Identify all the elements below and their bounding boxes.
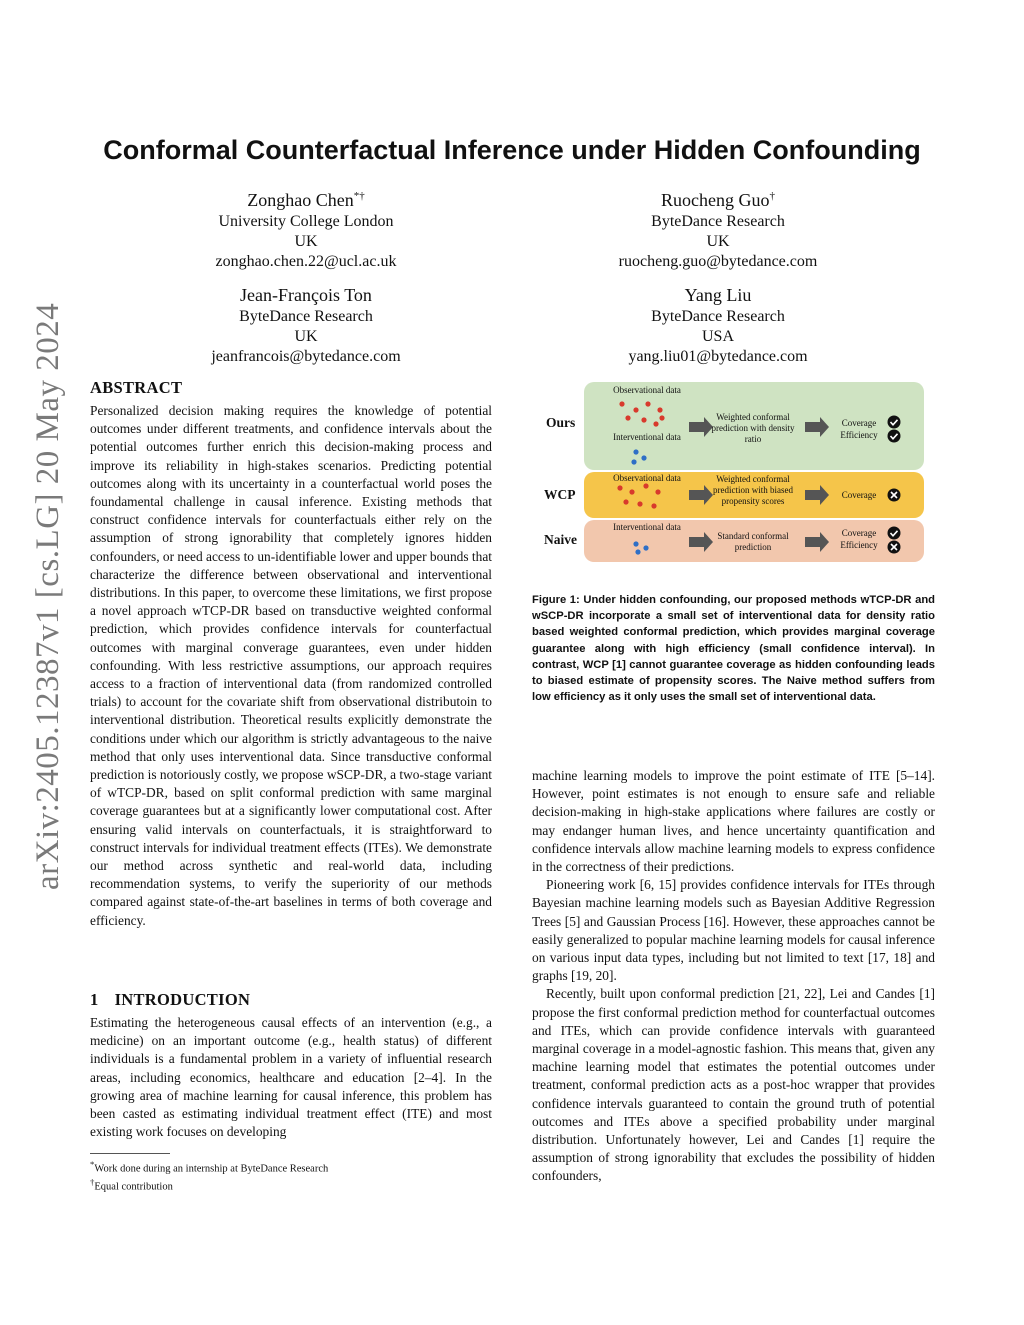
- author-block-4: [558, 283, 878, 367]
- naive-process-label: Standard conformal prediction: [717, 531, 789, 552]
- abstract-text: Personalized decision making requires the knowledge of potential outcomes under different treatments, and confidence intervals about the potential outcomes further enrich this decision-making process and improve its reliability in high-stakes scenarios. Predicting potential outcomes along with its uncertainty in a counterfactual world poses the foundamental challenge in causal inference. Existing methods that construct confidence intervals for counterfactuals either rely on the assumption of strong ignorability that completely ignores hidden confounders, or need access to un-identifiable lower and upper bounds that characterize the difference between observational and interventional distributions. In this paper, to overcome these limitations, we first propose a novel approach wTCP-DR based on transductive weighted conformal prediction, which provides confidence intervals for counterfactual outcomes with marginal converage guarantees, even under hidden confounding. With less restrictive assumptions, our approach requires access to a fraction of interventional data (from randomized controlled trials) to account for the covariate shift from observational distributoin to interventional distribution. Theoretical results explicitly demonstrate the conditions under which our algorithm is strictly advantageous to the naive method that only uses interventional data. Since transductive conformal prediction is notoriously costly, we propose wSCP-DR, a two-stage variant of wTCP-DR, based on split conformal prediction with same marginal coverage guarantees but at a significantly lower computational cost. After ensuring valid intervals on counterfactuals, it is straightforward to construct intervals for individual treatment effects (ITEs). We demonstrate our method across synthetic and real-world data, including recommendation systems, to verify the superiority of our methods compared against state-of-the-art baselines in terms of both coverage and efficiency.: [90, 403, 492, 928]
- naive-coverage-label: Coverage: [841, 528, 877, 538]
- author-name: Ruocheng Guo: [661, 190, 770, 210]
- ours-coverage-check-icon: [888, 416, 901, 429]
- ours-efficiency-check-icon: [888, 430, 901, 443]
- author-country: UK: [706, 233, 730, 250]
- author-country: UK: [294, 233, 318, 250]
- author-email[interactable]: zonghao.chen.22@ucl.ac.uk: [215, 253, 397, 270]
- paragraph: machine learning models to improve the point estimate of ITE [5–14]. However, point estimates is not enough to ensure safe and reliable decision-making in high-stake applications where failures are costly or may endanger human lives, and hence uncertainty quantification and confidence intervals allow machine learning models to express confidence in the correctness of their predictions.: [532, 768, 935, 875]
- wcp-observational-label: Observational data: [613, 473, 681, 483]
- author-name: Yang Liu: [684, 285, 752, 305]
- author-block-1: [146, 184, 466, 272]
- arxiv-identifier: arXiv:2405.12387v1 [cs.LG] 20 May 2024: [30, 302, 66, 890]
- right-column-text: [532, 767, 935, 1186]
- wcp-process-label: Weighted conformal prediction with biased propensity scores: [713, 474, 793, 506]
- abstract-heading: ABSTRACT: [90, 378, 183, 397]
- author-name: Jean-François Ton: [240, 285, 372, 305]
- footnote-rule: [90, 1153, 170, 1154]
- figure-1: [532, 380, 935, 570]
- footnotes: [90, 1158, 492, 1193]
- ours-efficiency-label: Efficiency: [840, 430, 878, 440]
- ours-process-label: Weighted conformal prediction with density ratio: [711, 412, 795, 444]
- wcp-row-label: WCP: [544, 487, 576, 502]
- naive-efficiency-cross-icon: [888, 541, 901, 554]
- ours-row-label: Ours: [546, 415, 576, 430]
- author-country: UK: [294, 328, 318, 345]
- paragraph: Recently, built upon conformal prediction [21, 22], Lei and Candes [1] propose the first conformal prediction method for counterfactual outcomes and ITEs, which can provide confidence intervals with guaranteed marginal coverage in a model-agnostic fashion. This means that, given any machine learning model that estimates the potential outcomes under treatment, conformal prediction acts as a post-hoc wrapper that provides confidence intervals guaranteed to contain the ground truth of potential outcomes and ITEs above a specified probability under marginal distribution. Unfortunately however, Lei and Candes [1] require the assumption of strong ignorability that excludes the possibility of hidden confounders,: [532, 986, 935, 1184]
- introduction-heading: INTRODUCTION: [114, 990, 251, 1009]
- author-country: USA: [701, 328, 734, 345]
- paper-title: Conformal Counterfactual Inference under Hidden Confounding: [103, 135, 921, 165]
- ours-interventional-label: Interventional data: [613, 432, 681, 442]
- author-email[interactable]: yang.liu01@bytedance.com: [628, 348, 808, 365]
- naive-coverage-check-icon: [888, 527, 901, 540]
- ours-coverage-label: Coverage: [841, 418, 877, 428]
- footnote-mark: †: [90, 1176, 95, 1187]
- naive-row-label: Naive: [544, 532, 577, 547]
- author-block-3: [146, 283, 466, 367]
- footnote-mark: *: [90, 1159, 95, 1169]
- footnote-text: Equal contribution: [94, 1181, 173, 1192]
- wcp-coverage-cross-icon: [888, 489, 901, 502]
- author-mark: *†: [353, 190, 365, 202]
- wcp-coverage-label: Coverage: [841, 490, 877, 500]
- introduction-text: Estimating the heterogeneous causal effects of an intervention (e.g., a medicine) on an important outcome (e.g., health status) of different individuals is a fundamental problem in a variety of influential research areas, including economics, healthcare and education [2–4]. In the growing area of machine learning for causal inference, this problem has been casted as estimating individual treatment effect (ITE) and most existing work focuses on developing: [90, 1015, 492, 1140]
- author-affiliation: ByteDance Research: [239, 308, 373, 325]
- naive-efficiency-label: Efficiency: [840, 540, 878, 550]
- paragraph: Pioneering work [6, 15] provides confidence intervals for ITEs through Bayesian machine learning models such as Bayesian Additive Regression Trees [5] and Gaussian Process [16]. However, these approaches cannot be easily generalized to popular machine learning models for causal inference on various input data types, including but not limited to text [17, 18] and graphs [19, 20].: [532, 877, 935, 984]
- author-affiliation: ByteDance Research: [651, 308, 785, 325]
- naive-interventional-label: Interventional data: [613, 522, 681, 532]
- author-name: Zonghao Chen: [247, 190, 354, 210]
- author-block-2: [558, 184, 878, 272]
- abstract-section: [90, 378, 492, 930]
- author-mark: †: [769, 190, 775, 202]
- footnote-text: Work done during an internship at ByteDance Research: [94, 1163, 329, 1175]
- section-number: 1: [90, 990, 99, 1009]
- author-affiliation: ByteDance Research: [651, 213, 785, 230]
- author-email[interactable]: ruocheng.guo@bytedance.com: [618, 253, 818, 270]
- ours-observational-label: Observational data: [613, 385, 681, 395]
- author-email[interactable]: jeanfrancois@bytedance.com: [211, 348, 401, 365]
- figure-1-caption: Figure 1: Under hidden confounding, our proposed methods wTCP-DR and wSCP-DR incorporate a small set of interventional data for density ratio based weighted conformal prediction, which provides marginal coverage guarantee along with high efficiency (small confidence interval). In contrast, WCP [1] cannot guarantee coverage as hidden confounding leads to biased estimate of propensity scores. The Naive method suffers from low efficiency as it only uses the small set of interventional data.: [532, 594, 935, 704]
- author-affiliation: University College London: [218, 213, 394, 230]
- introduction-section: [90, 990, 492, 1141]
